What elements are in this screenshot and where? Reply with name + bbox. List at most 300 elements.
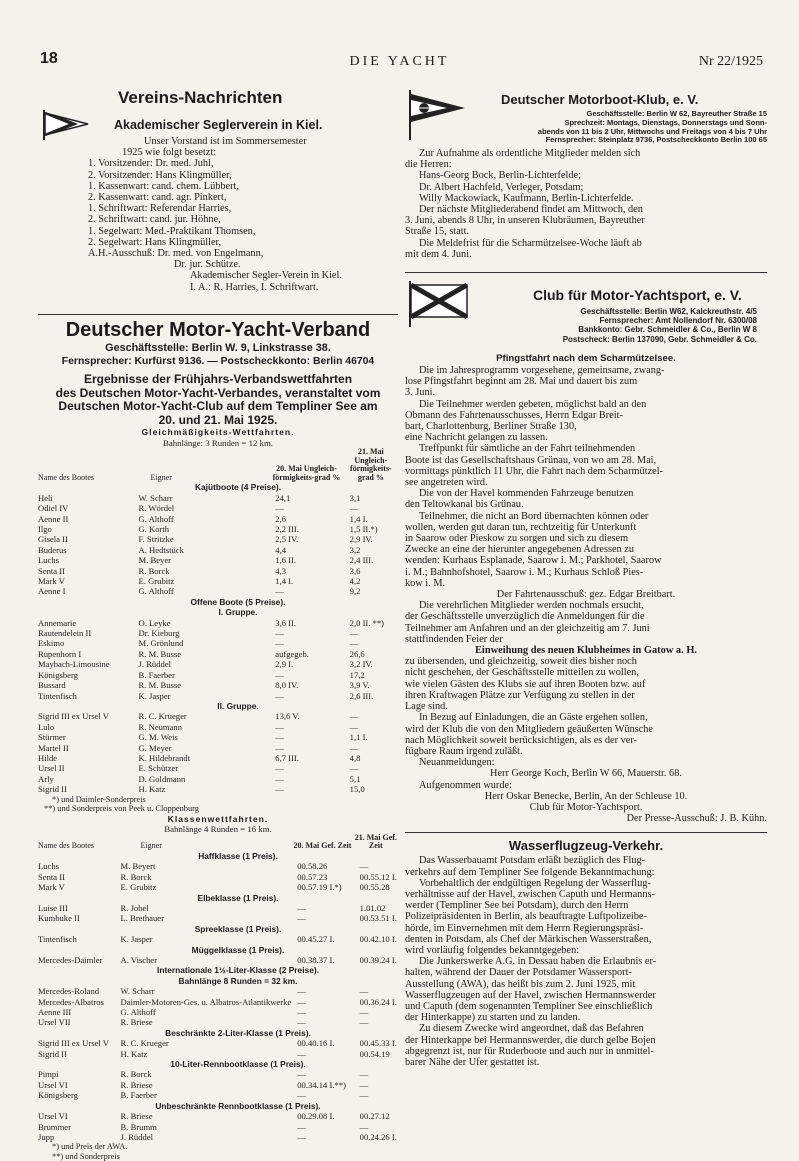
body-line: der Hinterkappe bei Hermannswerder, die durch gelbe Bojen	[405, 1034, 656, 1046]
boat-name: Luchs	[38, 555, 60, 566]
boat-name: Arly	[38, 773, 54, 784]
cmy-info-line: Postscheck: Berlin 137090, Gebr. Schmeidler & Co.	[562, 334, 757, 344]
table-row	[38, 691, 398, 701]
owner-name: R. Borck	[120, 871, 152, 882]
group-heading: Müggelklasse (1 Preis).	[191, 944, 285, 955]
body-line: Vorbehaltlich der endgültigen Regelung der Wasserflug-	[419, 877, 651, 889]
table-row	[38, 493, 398, 503]
dmk-section	[405, 84, 767, 260]
table-row	[38, 1122, 398, 1132]
table-row	[38, 711, 398, 721]
owner-name: K. Jasper	[138, 690, 171, 701]
results-title: Deutschen Motor-Yacht-Club auf dem Templiner See am	[58, 399, 378, 413]
body-line: halten, während der Dauer der Potsdamer Wassersport-	[405, 967, 632, 979]
body-line: Teilnehmer, die nicht an Bord übernachten können oder	[419, 510, 649, 522]
owner-name: K. Jasper	[120, 934, 153, 945]
body-line: Die Teilnehmer werden gebeten, möglichst bald an den	[419, 398, 647, 410]
right-column	[405, 84, 767, 1068]
result-day1: —	[297, 1090, 306, 1101]
vereins-section	[38, 84, 398, 314]
result-day1: —	[275, 742, 284, 753]
body-line: Der nächste Mitgliederabend findet am Mittwoch, den	[419, 204, 643, 216]
body-line: 3. Juni, abends 8 Uhr, in unseren Klubräumen, Bayreuther	[405, 215, 645, 227]
body-line: Neuanmeldungen:	[419, 757, 495, 769]
body-line: Straße 15, statt.	[405, 226, 470, 238]
body-line: der Geschäftsstelle unverzüglich die Anmeldungen für die	[405, 611, 645, 623]
body-line: den Teltowkanal bis Grünau.	[405, 499, 524, 511]
result-day1: 00.57.23	[297, 871, 328, 882]
result-day2: 00.54.19	[359, 1048, 390, 1059]
dmyv-header	[38, 319, 398, 448]
result-day2: 2,9 IV.	[349, 534, 373, 545]
klassen-table	[38, 834, 398, 1143]
body-line: Die von der Havel kommenden Fahrzeuge benutzen	[419, 488, 634, 500]
result-day1: 13,6 V.	[275, 711, 300, 722]
boat-name: Ursel VII	[38, 1017, 71, 1028]
boat-name: Mark V	[38, 882, 65, 893]
section-title-dmyv: Deutscher Motor-Yacht-Verband	[65, 319, 371, 341]
footnote: *) und Preis der AWA.	[52, 1142, 128, 1152]
result-day1: —	[275, 586, 284, 597]
section-title-vereins: Vereins-Nachrichten	[118, 88, 283, 107]
boat-name: Buderus	[38, 544, 67, 555]
table-row	[38, 524, 398, 534]
table-row	[38, 649, 398, 659]
boat-name: Stürmer	[38, 732, 66, 743]
result-day1: —	[297, 913, 306, 924]
owner-name: Dr. Kieburg	[138, 628, 180, 639]
owner-name: J. Rüddel	[138, 659, 172, 670]
group-heading: Unbeschränkte Rennbootklasse (1 Preis).	[155, 1100, 321, 1111]
table-row	[38, 1017, 398, 1027]
table-row	[38, 638, 398, 648]
boat-name: Sigrid II	[38, 784, 67, 795]
table-row	[38, 934, 398, 944]
body-line: Herr George Koch, Berlin W 66, Mauerstr. 68.	[490, 768, 682, 780]
body-line: wird vorläufig folgendes bekanntgegeben:	[405, 944, 580, 956]
owner-name: Daimler-Motoren-Ges. u. Albatros-Atlantikwerke	[120, 996, 292, 1007]
vereins-body	[88, 136, 398, 293]
body-line: Der Presse-Ausschuß: J. B. Kühn.	[626, 813, 767, 825]
body-line: Lage sind.	[405, 701, 448, 713]
boat-name: Lulo	[38, 721, 55, 732]
dmyv-office: Geschäftsstelle: Berlin W. 9, Linkstrasse 38.	[105, 342, 331, 354]
cmy-info-line: Bankkonto: Gebr. Schmeidler & Co., Berlin W 8	[578, 325, 757, 335]
boat-name: Sigrid II	[38, 1048, 67, 1059]
table-row	[38, 774, 398, 784]
table-row	[38, 903, 398, 913]
vereins-line: 2. Schriftwart: cand. jur. Höhne,	[88, 214, 221, 226]
pennant-flag-icon	[42, 110, 90, 140]
table-group-row	[38, 597, 398, 607]
body-line: wenden: Kurhaus Esplanade, Saarow i. M.; Parkhotel, Saarow	[405, 555, 662, 567]
owner-name: R. Borck	[120, 1069, 152, 1080]
table-row	[38, 586, 398, 596]
body-line: lose Pfingstfahrt beginnt am 28. Mai und dauert bis zum	[405, 376, 638, 388]
boat-name: Sigrid III ex Ursel V	[38, 711, 109, 722]
club-name-asv-kiel: Akademischer Seglerverein in Kiel.	[114, 118, 323, 132]
results-title: 20. und 21. Mai 1925.	[158, 412, 278, 427]
result-day1: —	[275, 669, 284, 680]
vereins-line: 2. Kassenwart: cand. agr. Pinkert,	[88, 192, 227, 204]
owner-name: R. Jobel	[120, 902, 149, 913]
left-column	[38, 84, 398, 1161]
col-header: Eigner	[150, 472, 172, 482]
owner-name: E. Grubitz	[120, 882, 157, 893]
boat-name: Heli	[38, 492, 53, 503]
owner-name: D. Goldmann	[138, 773, 186, 784]
result-day1: 4,3	[275, 565, 287, 576]
owner-name: F. Stritzke	[138, 534, 174, 545]
body-line: i. M.; Bahnhofshotel, Saarow i. M.; Kurhaus Schloß Pies-	[405, 566, 644, 578]
boat-name: Aenne I	[38, 586, 66, 597]
group-heading: II. Gruppe.	[217, 700, 259, 711]
owner-name: R. Neumann	[138, 721, 182, 732]
result-day1: 6,7 III.	[275, 752, 299, 763]
result-day2: 00.27.12	[359, 1111, 390, 1122]
table-row	[38, 997, 398, 1007]
result-day2: 1,5 II.*)	[349, 524, 378, 534]
result-day2: 3,2	[349, 544, 361, 555]
col-header: 21. Mai Gef. Zeit	[354, 832, 397, 851]
owner-name: R. C. Krueger	[120, 1038, 169, 1049]
result-day2: 3,1	[349, 492, 361, 503]
owner-name: M. Beyer	[138, 555, 172, 566]
result-day2: —	[349, 638, 359, 649]
group-heading: 10-Liter-Rennbootklasse (1 Preis).	[170, 1059, 306, 1070]
boat-name: Luchs	[38, 861, 60, 872]
boat-name: Pimpi	[38, 1069, 59, 1080]
result-day2: —	[359, 1079, 369, 1090]
boat-name: Ilgo	[38, 524, 52, 534]
col-header: 20. Mai Ungleich-förmigkeits-grad %	[272, 464, 341, 482]
cmy-info-line: Geschäftsstelle: Berlin W62, Kalckreuthstr. 4/5	[580, 307, 757, 316]
result-day2: —	[359, 861, 369, 872]
table-row	[38, 861, 398, 871]
boat-name: Mercedes-Daimler	[38, 955, 103, 965]
result-day2: 17,2	[349, 669, 365, 680]
col-header: Name des Bootes	[38, 472, 94, 482]
table-row	[38, 514, 398, 524]
owner-name: G. M. Weis	[138, 732, 178, 743]
owner-name: H. Katz	[120, 1048, 148, 1059]
result-day2: 00.53.51 I.	[359, 913, 397, 924]
result-day1: —	[297, 1048, 306, 1059]
owner-name: G. Althoff	[120, 1007, 156, 1018]
boat-name: Rupenhorn I	[38, 648, 82, 659]
table-row	[38, 1007, 398, 1017]
footnote: **) und Sonderpreis von Peek u. Cloppenburg	[44, 804, 199, 814]
section-title-dmk: Deutscher Motorboot-Klub, e. V.	[501, 92, 699, 107]
owner-name: R. M. Busse	[138, 680, 182, 691]
vereins-line: Unser Vorstand ist im Sommersemester	[144, 136, 307, 147]
owner-name: H. Katz	[138, 784, 166, 795]
owner-name: R. Briese	[120, 1111, 153, 1122]
results-title: des Deutschen Motor-Yacht-Verbandes, veranstaltet vom	[55, 385, 381, 400]
body-line: abgegrenzt ist, nur für Ruderboote und auch nur in unmittel-	[405, 1045, 654, 1057]
owner-name: J. Rüddel	[120, 1131, 154, 1142]
result-day1: —	[275, 638, 284, 649]
owner-name: M. Beyert	[120, 861, 156, 872]
table-row	[38, 555, 398, 565]
cmy-body	[405, 365, 767, 645]
boat-name: Gisela II	[38, 534, 68, 545]
vereins-line: 1925 wie folgt besetzt:	[122, 147, 217, 159]
table-group-row	[38, 924, 398, 934]
result-day1: 00.40.16 I.	[297, 1038, 335, 1049]
body-line: ihren Kraftwagen Plätze zur Verfügung zu stellen in der	[405, 689, 635, 701]
body-line: mit dem 4. Juni.	[405, 248, 472, 260]
result-day2: 3,9 V.	[349, 680, 370, 691]
boat-name: Odiel IV	[38, 503, 69, 514]
result-day2: 2,6 III.	[349, 690, 374, 701]
owner-name: A. Vischer	[120, 955, 158, 965]
table-row	[38, 913, 398, 923]
vereins-line: 1. Segelwart: Med.-Praktikant Thomsen,	[88, 225, 256, 237]
result-day2: 4,2	[349, 576, 361, 587]
group-heading: Elbeklasse (1 Preis).	[197, 892, 279, 903]
footnote: **) und Sonderpreis	[52, 1151, 120, 1161]
result-day1: 24,1	[275, 492, 291, 503]
dmyv-phone: Fernsprecher: Kurfürst 9136. — Postscheckkonto: Berlin 46704	[61, 356, 375, 367]
body-line: Das Wasserbauamt Potsdam erläßt bezüglich des Flug-	[419, 855, 646, 867]
result-day2: 1.01.02	[359, 902, 386, 913]
owner-name: A. Hedtstück	[138, 544, 184, 555]
body-line: denten in Potsdam, als Chef der Märkischen Wasserstraßen,	[405, 933, 652, 945]
owner-name: R. C. Krueger	[138, 711, 187, 722]
result-day2: —	[359, 1121, 369, 1132]
owner-name: W. Scharr	[120, 986, 155, 997]
section-title-wasser: Wasserflugzeug-Verkehr.	[508, 838, 664, 854]
boat-name: Mark V	[38, 576, 65, 587]
result-day1: —	[275, 784, 284, 795]
body-line: und Caputh (dem sogenannten Templiner See einschließlich	[405, 1000, 653, 1012]
cmy-subtitle: Pfingstfahrt nach dem Scharmützelsee.	[496, 353, 676, 364]
result-day1: 00.58.26	[297, 861, 328, 872]
owner-name: R. M. Busse	[138, 648, 182, 659]
result-day1: 4,4	[275, 544, 287, 555]
vereins-line: Dr. jur. Schütze.	[174, 259, 241, 271]
owner-name: G. Althoff	[138, 513, 174, 524]
body-line: Die im Jahresprogramm vorgesehene, gemeinsame, zwang-	[419, 365, 665, 376]
klassen-length: Bahnlänge 4 Runden = 16 km.	[164, 823, 272, 834]
body-line: verhältnisse auf der Havel, zwischen Caputh und Hermanns-	[405, 888, 655, 900]
table-row	[38, 882, 398, 892]
body-line: Dr. Albert Hachfeld, Verleger, Potsdam;	[419, 181, 584, 193]
result-day1: aufgegeb.	[275, 648, 309, 659]
dmk-info-line: Geschäftsstelle: Berlin W 62, Bayreuther Straße 15	[586, 109, 767, 118]
table-group-row	[38, 965, 398, 975]
owner-name: L. Brethauer	[120, 913, 164, 924]
cmy-info	[497, 307, 757, 344]
result-day1: —	[275, 732, 284, 743]
result-day2: 00.24.26 I.	[359, 1131, 397, 1142]
divider	[38, 314, 398, 315]
table-group-row	[38, 482, 398, 492]
dmk-info-line: abends von 11 bis 2 Uhr, Mittwochs und Freitags von 4 bis 7 Uhr	[537, 126, 767, 136]
table-group-row	[38, 945, 398, 955]
group-heading: Offene Boote (5 Preise).	[190, 596, 286, 607]
result-day1: —	[275, 763, 284, 774]
result-day1: —	[297, 1069, 306, 1080]
result-day1: —	[297, 1131, 306, 1142]
result-day2: 3,6	[349, 565, 361, 576]
result-day1: 2,5 IV.	[275, 534, 299, 545]
body-line: die Herren:	[405, 159, 452, 171]
boat-name: Königsberg	[38, 669, 78, 680]
table-row	[38, 753, 398, 763]
group-heading: Spreeklasse (1 Preis).	[194, 923, 282, 934]
result-day1: —	[297, 986, 306, 997]
result-day1: 2,6	[275, 513, 287, 524]
body-line: Herr Oskar Benecke, Berlin, An der Schleuse 10.	[484, 790, 688, 802]
boat-name: Sigrid III ex Ursel V	[38, 1038, 109, 1049]
table-row	[38, 732, 398, 742]
dmk-info	[477, 110, 767, 145]
body-line: Zu diesem Zwecke wird angeordnet, daß das Befahren	[419, 1023, 644, 1035]
body-line: 3. Juni.	[405, 387, 436, 399]
boat-name: Rautendelein II	[38, 628, 92, 639]
owner-name: R. Wördel	[138, 503, 175, 514]
boat-name: Mercedes-Roland	[38, 986, 100, 997]
vereins-line: 1. Kassenwart: cand. chem. Lübbert,	[88, 180, 239, 192]
cmy-subheading: Einweihung des neuen Klubheimes in Gatow a. H.	[475, 645, 697, 657]
group-heading: I. Gruppe.	[218, 607, 258, 618]
owner-name: B. Brumm	[120, 1121, 157, 1132]
body-line: Aufgenommen wurde:	[419, 779, 512, 791]
body-line: nach Möglichkeit soweit berücksichtigen, als es der ver-	[405, 734, 637, 746]
body-line: Die Meldefrist für die Scharmützelsee-Woche läuft ab	[419, 237, 642, 249]
vereins-line: A.H.-Ausschuß: Dr. med. von Engelmann,	[88, 248, 264, 260]
result-day2: 00.42.10 I.	[359, 934, 397, 945]
result-day2: —	[359, 1017, 369, 1028]
gleich-table	[38, 448, 398, 795]
body-line: see angetreten wird.	[405, 477, 488, 489]
body-line: hörde, im Einvernehmen mit dem Herrn Regierungspräsi-	[405, 922, 644, 934]
boat-name: Aenne II	[38, 513, 69, 524]
result-day1: —	[275, 690, 284, 701]
result-day1: —	[297, 902, 306, 913]
boat-name: Bussard	[38, 680, 66, 691]
result-day2: 00.45.33 I.	[359, 1038, 397, 1049]
result-day2: 00.36.24 I.	[359, 996, 397, 1007]
klassen-title: Klassenwettfahrten.	[167, 813, 269, 824]
body-line: barer Nähe der Ufer gestattet ist.	[405, 1056, 540, 1068]
journal-title: DIE YACHT	[349, 54, 450, 69]
owner-name: O. Leyke	[138, 617, 171, 628]
cmy-body2	[405, 656, 767, 824]
vereins-line: 2. Segelwart: Hans Klingmüller,	[88, 236, 222, 248]
table-row	[38, 566, 398, 576]
burgee-flag-icon	[407, 281, 471, 327]
body-line: Der Fahrtenausschuß: gez. Edgar Breitbart.	[496, 589, 676, 601]
result-day1: 00.29.08 I.	[297, 1111, 335, 1122]
owner-name: G. Meyer	[138, 742, 172, 753]
col-header: 21. Mai Ungleich-förmigkeits-grad %	[349, 447, 392, 482]
result-day1: —	[275, 503, 284, 514]
table-row	[38, 1111, 398, 1121]
body-line: eine Nachricht gelangen zu lassen.	[405, 432, 548, 444]
group-heading: Beschränkte 2-Liter-Klasse (1 Preis).	[165, 1027, 311, 1038]
owner-name: R. Briese	[120, 1079, 153, 1090]
result-day2: 00.55.28	[359, 882, 390, 893]
result-day2: 3,2 IV.	[349, 659, 373, 670]
result-day2: 00.55.12 I.	[359, 871, 397, 882]
table-group-row	[38, 1059, 398, 1069]
table-group-row	[38, 851, 398, 861]
boat-name: Senta II	[38, 871, 65, 882]
vereins-line: 2. Vorsitzender: Hans Klingmüller,	[88, 169, 232, 181]
boat-name: Eskimo	[38, 638, 65, 649]
table-row	[38, 986, 398, 996]
result-day2: 2,0 II. **)	[349, 617, 385, 628]
result-day2: 00.39.24 I.	[359, 955, 397, 965]
result-day1: 3,6 II.	[275, 617, 297, 628]
result-day2: —	[359, 1007, 369, 1018]
boat-name: Tintenfisch	[38, 690, 77, 701]
body-line: wie vielen Gästen des Klubs sie auf ihren Booten bzw. auf	[405, 678, 646, 690]
result-day1: 00.57.19 I.*)	[297, 882, 342, 893]
body-line: Willy Mackowiack, Kaufmann, Berlin-Lichterfelde.	[419, 192, 634, 204]
body-line: Die Junkerswerke A.G. in Dessau haben die Erlaubnis er-	[419, 956, 657, 968]
result-day2: —	[349, 721, 359, 732]
body-line: fügbare Raum irgend zuläßt.	[405, 745, 523, 757]
table-row	[38, 618, 398, 628]
group-heading: Kajütboote (4 Preise).	[194, 482, 282, 493]
owner-name: R. Briese	[120, 1017, 153, 1028]
body-line: Polizeipräsidenten in Berlin, als beauftragte Luftpolizeibe-	[405, 911, 647, 923]
body-line: Wasserflugzeugen auf der Havel, zwischen Hermannswerder	[405, 989, 656, 1001]
owner-name: G. Korth	[138, 524, 170, 534]
owner-name: E. Schützer	[138, 763, 179, 774]
table-row	[38, 680, 398, 690]
body-line: Teilnehmer am Anfahren und an der gleichzeitig am 7. Juni	[405, 622, 650, 634]
result-day2: 15,0	[349, 784, 365, 795]
table-row	[38, 1080, 398, 1090]
result-day1: 2,9 I.	[275, 659, 294, 670]
owner-name: B. Faerber	[120, 1090, 157, 1101]
result-day1: —	[297, 1017, 306, 1028]
table-row	[38, 670, 398, 680]
divider	[405, 832, 767, 833]
footnote: *) und Daimler-Sonderpreis	[52, 794, 146, 804]
gleich-title: Gleichmäßigkeits-Wettfahrten.	[141, 427, 295, 437]
group-heading: Internationale 1½-Liter-Klasse (2 Preise).	[157, 965, 319, 976]
col-header: Name des Bootes	[38, 841, 94, 851]
table-row	[38, 722, 398, 732]
result-day1: —	[275, 721, 284, 732]
group-heading: Haffklasse (1 Preis).	[198, 850, 278, 861]
results-title: Ergebnisse der Frühjahrs-Verbandswettfahrten	[83, 372, 353, 386]
owner-name: G. Althoff	[138, 586, 174, 597]
body-line: bart, Charlottenburg, Berliner Straße 130,	[405, 421, 577, 433]
body-line: nicht geschehen, der Geschäftsstelle mitteilen zu wollen,	[405, 667, 639, 679]
body-line: Treffpunkt für sämtliche an der Fahrt teilnehmenden	[419, 443, 636, 455]
table-row	[38, 503, 398, 513]
vereins-line: 1. Schriftwart: Referendar Harries,	[88, 203, 232, 215]
table-row	[38, 545, 398, 555]
result-day1: 1,6 II.	[275, 555, 297, 566]
result-day2: —	[359, 986, 369, 997]
table-row	[38, 743, 398, 753]
result-day2: 1,4 I.	[349, 513, 368, 524]
table-row	[38, 1090, 398, 1100]
result-day2: 1,1 I.	[349, 732, 368, 743]
body-line: Hans-Georg Bock, Berlin-Lichterfelde;	[419, 170, 581, 182]
result-day2: 9,2	[349, 586, 361, 597]
result-day1: —	[275, 628, 284, 639]
result-day2: 5,1	[349, 773, 361, 784]
